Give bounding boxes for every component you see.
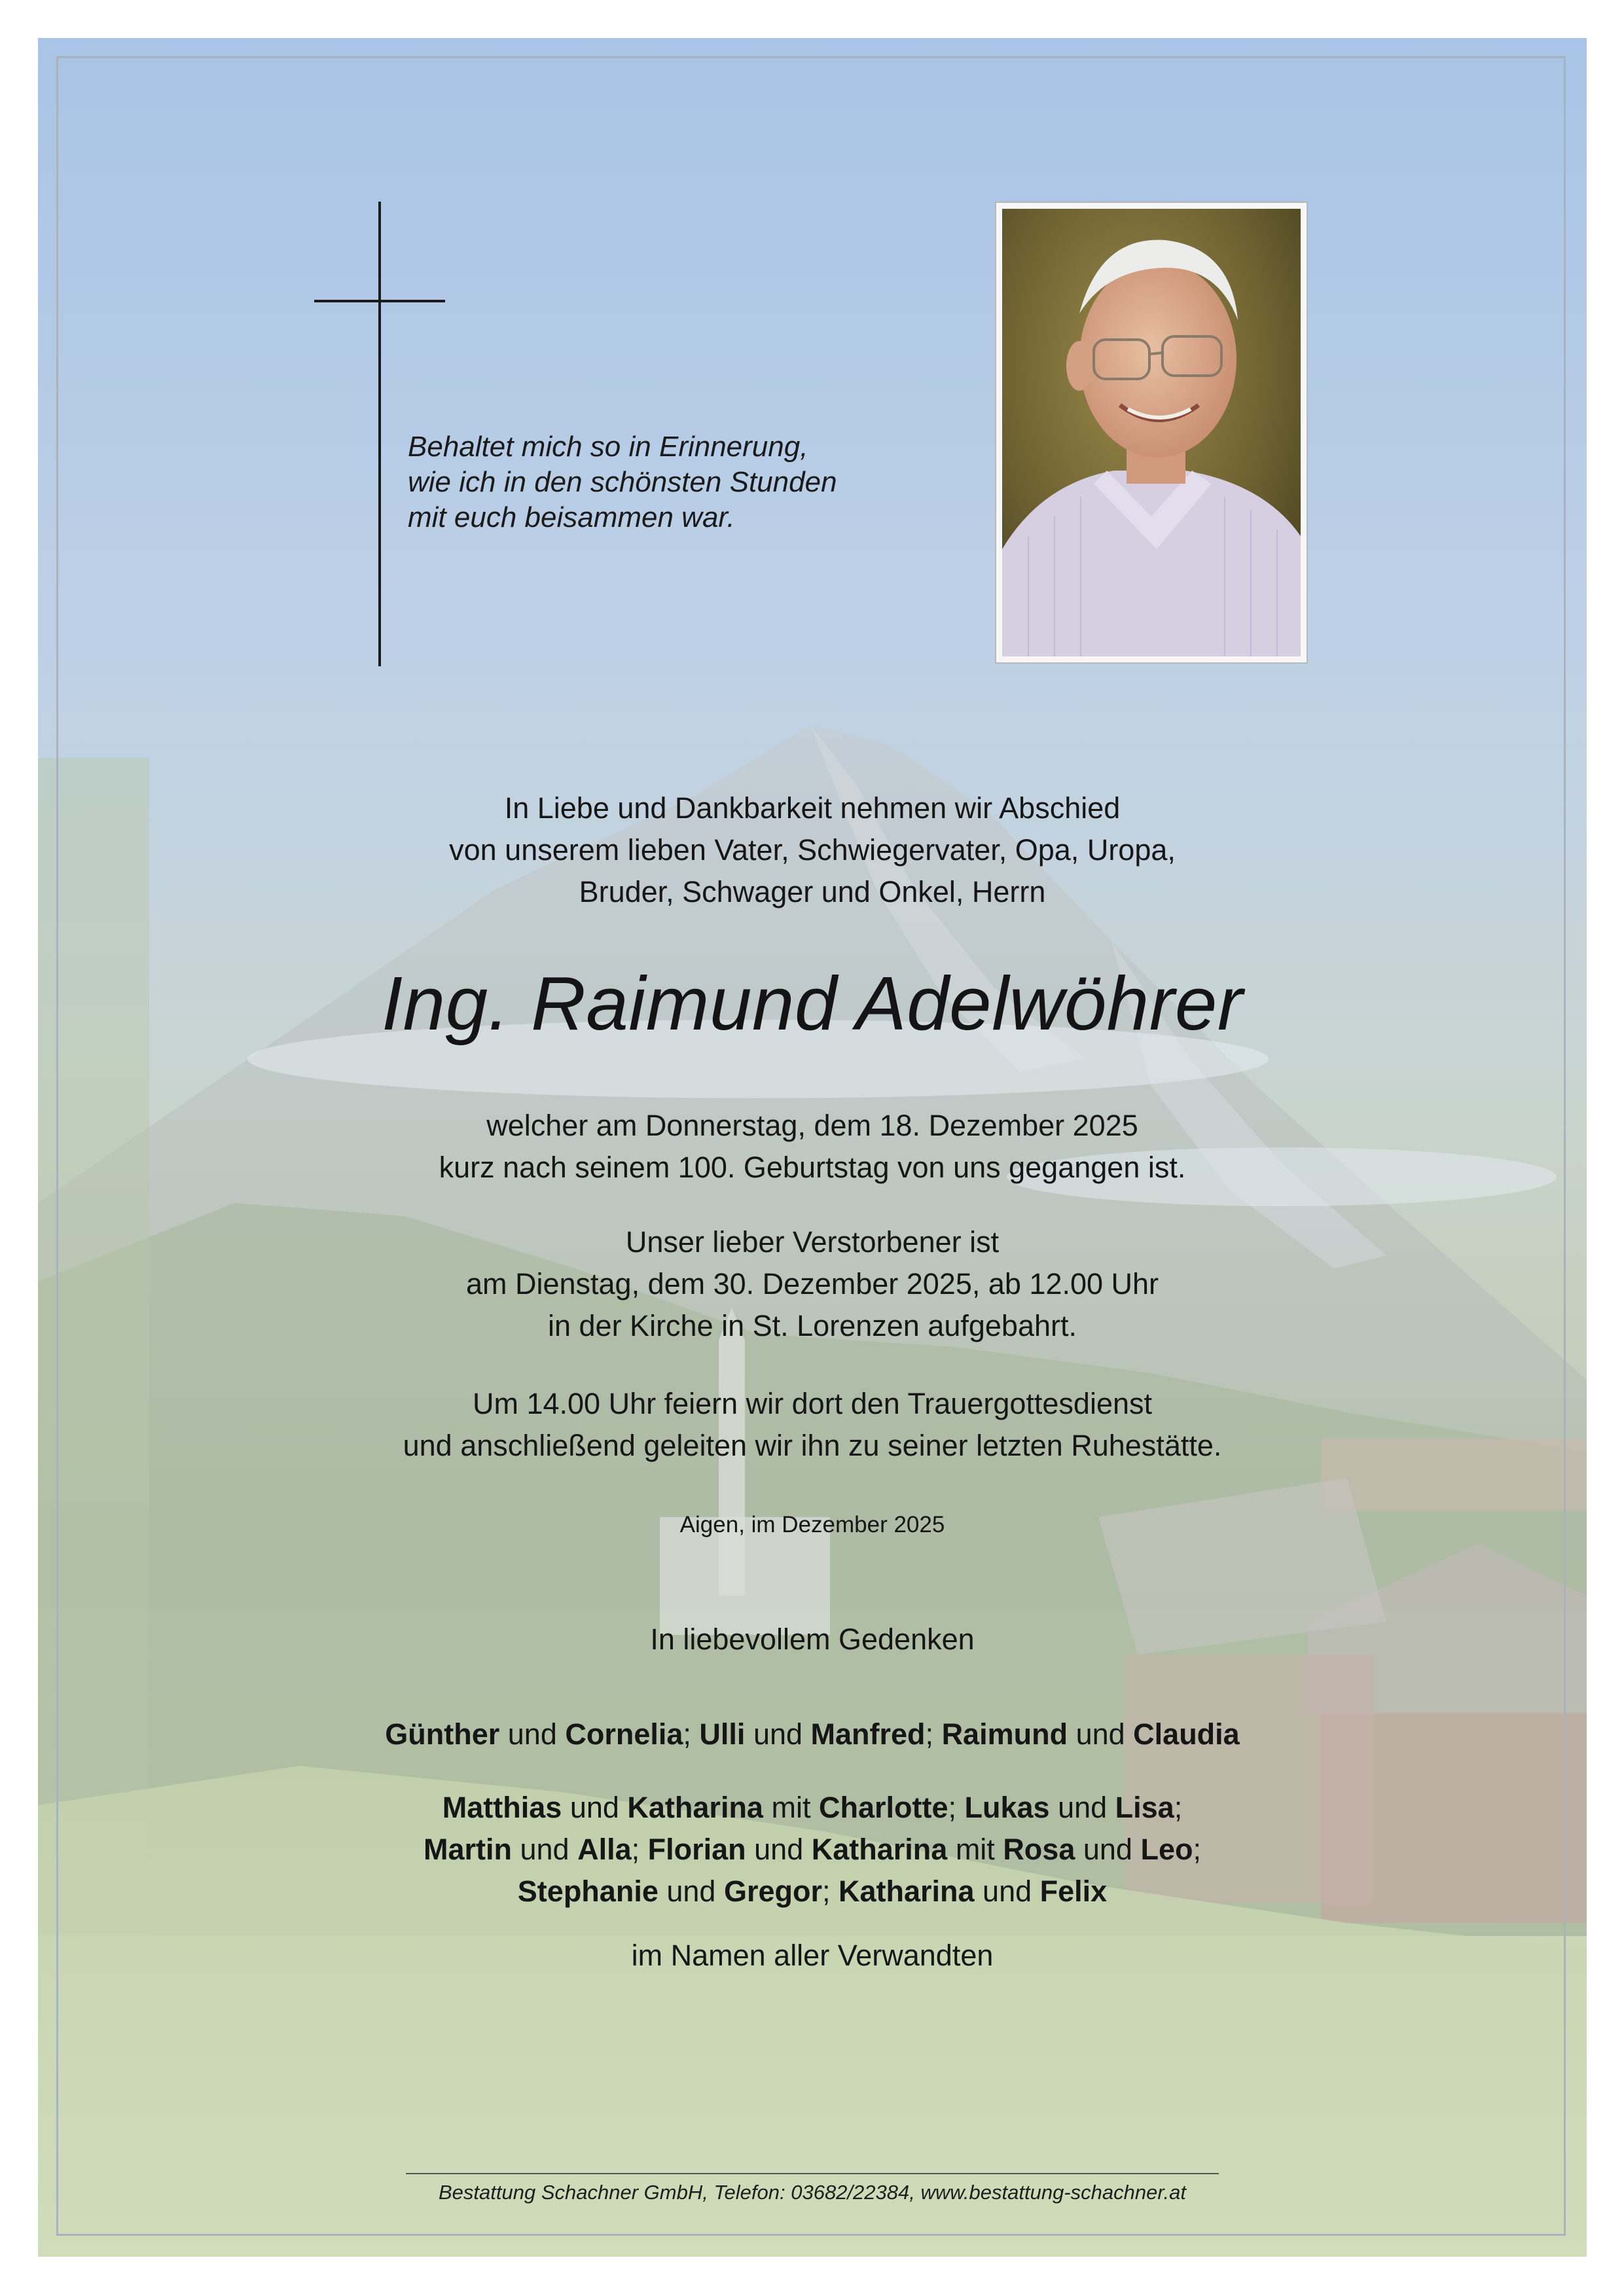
family-grandchildren bbox=[38, 1787, 1587, 1912]
service-notice bbox=[38, 1383, 1587, 1467]
family-connector: ; bbox=[821, 1874, 839, 1908]
family-connector: ; bbox=[925, 1717, 942, 1751]
family-member-name: Günther bbox=[385, 1717, 500, 1751]
family-member-name: Ulli bbox=[699, 1717, 746, 1751]
family-line bbox=[38, 1787, 1587, 1829]
intro-line: von unserem lieben Vater, Schwiegervater, Opa, Uropa, bbox=[449, 833, 1176, 867]
family-line bbox=[38, 1871, 1587, 1912]
footer-divider bbox=[406, 2173, 1219, 2174]
family-member-name: Felix bbox=[1039, 1874, 1108, 1908]
family-connector: ; bbox=[1174, 1791, 1183, 1824]
family-connector: ; bbox=[683, 1717, 700, 1751]
place-and-date: Aigen, im Dezember 2025 bbox=[679, 1512, 945, 1537]
intro-line: Bruder, Schwager und Onkel, Herrn bbox=[579, 875, 1046, 908]
portrait-photo bbox=[1002, 209, 1301, 656]
viewing-line: am Dienstag, dem 30. Dezember 2025, ab 12.00 Uhr bbox=[465, 1267, 1159, 1300]
family-member-name: Katharina bbox=[811, 1833, 948, 1866]
family-connector: mit bbox=[947, 1833, 1003, 1866]
family-member-name: Cornelia bbox=[565, 1717, 683, 1751]
family-connector: und bbox=[745, 1717, 811, 1751]
obituary-page bbox=[38, 38, 1587, 2257]
memory-heading: In liebevollem Gedenken bbox=[650, 1623, 975, 1656]
family-member-name: Matthias bbox=[442, 1791, 562, 1824]
family-member-name: Leo bbox=[1140, 1833, 1193, 1866]
quote-line: wie ich in den schönsten Stunden bbox=[408, 466, 837, 498]
cross-icon bbox=[378, 202, 381, 666]
family-connector: und bbox=[562, 1791, 628, 1824]
memorial-quote bbox=[408, 429, 997, 535]
family-member-name: Gregor bbox=[723, 1874, 822, 1908]
death-notice bbox=[38, 1105, 1587, 1189]
family-member-name: Alla bbox=[577, 1833, 632, 1866]
family-connector: und bbox=[974, 1874, 1040, 1908]
family-connector: und bbox=[1075, 1833, 1141, 1866]
relatives-line: im Namen aller Verwandten bbox=[631, 1939, 994, 1972]
viewing-notice bbox=[38, 1221, 1587, 1347]
family-connector: und bbox=[1049, 1791, 1115, 1824]
family-connector: ; bbox=[948, 1791, 965, 1824]
farewell-intro bbox=[38, 787, 1587, 913]
quote-line: Behaltet mich so in Erinnerung, bbox=[408, 431, 808, 463]
cross-icon-crossbar bbox=[314, 300, 445, 302]
family-member-name: Lukas bbox=[964, 1791, 1050, 1824]
family-member-name: Katharina bbox=[627, 1791, 763, 1824]
service-line: Um 14.00 Uhr feiern wir dort den Trauergottesdienst bbox=[472, 1387, 1152, 1420]
family-connector: mit bbox=[763, 1791, 819, 1824]
portrait-photo-frame bbox=[995, 202, 1308, 664]
family-connector: und bbox=[499, 1717, 566, 1751]
family-member-name: Claudia bbox=[1133, 1717, 1240, 1751]
family-connector: und bbox=[512, 1833, 578, 1866]
family-member-name: Katharina bbox=[838, 1874, 975, 1908]
quote-line: mit euch beisammen war. bbox=[408, 501, 735, 533]
family-member-name: Manfred bbox=[810, 1717, 926, 1751]
family-member-name: Stephanie bbox=[517, 1874, 659, 1908]
family-connector: und bbox=[746, 1833, 812, 1866]
service-line: und anschließend geleiten wir ihn zu seiner letzten Ruhestätte. bbox=[403, 1429, 1222, 1462]
family-connector: ; bbox=[631, 1833, 648, 1866]
deceased-name: Ing. Raimund Adelwöhrer bbox=[381, 961, 1244, 1046]
viewing-line: Unser lieber Verstorbener ist bbox=[625, 1225, 1000, 1259]
death-line: kurz nach seinem 100. Geburtstag von uns gegangen ist. bbox=[439, 1151, 1186, 1184]
family-member-name: Rosa bbox=[1003, 1833, 1075, 1866]
family-children bbox=[38, 1713, 1587, 1755]
family-connector: ; bbox=[1193, 1833, 1201, 1866]
family-line bbox=[38, 1829, 1587, 1871]
family-member-name: Lisa bbox=[1115, 1791, 1174, 1824]
family-member-name: Florian bbox=[647, 1833, 746, 1866]
family-connector: und bbox=[658, 1874, 724, 1908]
family-member-name: Martin bbox=[424, 1833, 512, 1866]
intro-line: In Liebe und Dankbarkeit nehmen wir Abschied bbox=[504, 791, 1121, 825]
family-member-name: Raimund bbox=[941, 1717, 1068, 1751]
death-line: welcher am Donnerstag, dem 18. Dezember 2025 bbox=[486, 1109, 1138, 1142]
family-connector: und bbox=[1068, 1717, 1134, 1751]
family-line bbox=[38, 1713, 1587, 1755]
family-member-name: Charlotte bbox=[818, 1791, 948, 1824]
viewing-line: in der Kirche in St. Lorenzen aufgebahrt. bbox=[547, 1309, 1077, 1342]
funeral-home-footer: Bestattung Schachner GmbH, Telefon: 03682/22384, www.bestattung-schachner.at bbox=[439, 2181, 1186, 2204]
